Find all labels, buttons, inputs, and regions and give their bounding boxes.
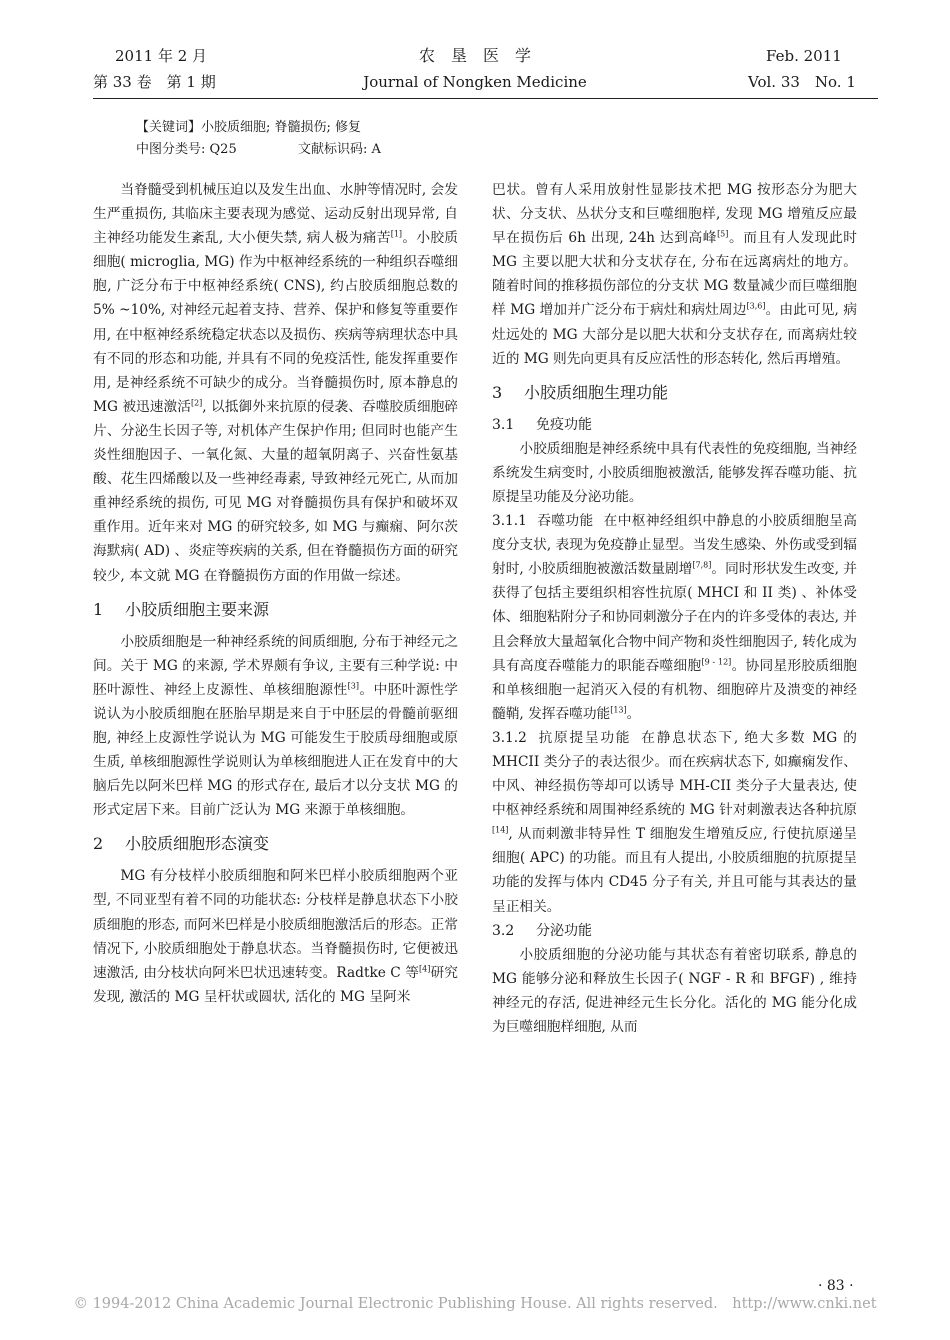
citation: [2] <box>190 398 203 408</box>
right-column <box>492 178 857 1039</box>
clc-number: 中图分类号: Q25 <box>136 142 237 157</box>
subsection-3-1-1-paragraph: 3.1.1 吞噬功能 在中枢神经组织中静息的小胶质细胞呈高度分支状, 表现为免疫静止显型。当发生感染、外伤或受到辐射时, 小胶质细胞被激活数量剧增[7,8]。同时形状发生改变, 并获得了包括主要组织相容性抗原( MHCI 和 II 类) 、补体受体、细胞粘附分子和协同刺激分子在内的许多受体的表达, 并且会释放大量超氧化合物中间产物和炎性细胞因子, 转化成为具有高度吞噬能力的职能吞噬细胞[9 - 12]。协同星形胶质细胞和单核细胞一起消灭入侵的有机物、细胞碎片及溃变的神经髓鞘, 发挥吞噬功能[13]。 <box>492 509 857 726</box>
citation: [1] <box>390 229 403 239</box>
header-journal-en: Journal of Nongken Medicine <box>363 73 587 91</box>
citation: [13] <box>610 705 627 715</box>
header-rule <box>93 98 878 99</box>
header-volume-en: Vol. 33 No. 1 <box>748 73 856 91</box>
page-number: · 83 · <box>818 1278 854 1294</box>
citation: [9 - 12] <box>701 657 732 667</box>
section-2-continuation: 巴状。曾有人采用放射性显影技术把 MG 按形态分为肥大状、分支状、丛状分支和巨噬细胞样, 发现 MG 增殖反应最早在损伤后 6h 出现, 24h 达到高峰[5]。而且有人发现此时 MG 主要以肥大状和分支状存在, 分布在远离病灶的地方。随着时间的推移损伤部位的分支状 MG 数量减少而巨噬细胞样 MG 增加并广泛分布于病灶和病灶周边[3,6]。由此可见, 病灶远处的 MG 大部分是以肥大状和分支状存在, 而离病灶较近的 MG 则先向更具有反应活性的形态转化, 然后再增殖。 <box>492 182 858 367</box>
subsection-heading-3-2: 3.2 分泌功能 <box>492 922 592 939</box>
citation: [4] <box>419 964 431 974</box>
subsection-number: 3.1.2 <box>492 729 527 746</box>
left-column <box>93 178 458 1009</box>
copyright-footer: © 1994-2012 China Academic Journal Electronic Publishing House. All rights reserved. http://www.cnki.net <box>73 1296 877 1312</box>
citation: [3,6] <box>746 301 766 311</box>
subsection-title: 抗原提呈功能 <box>536 729 632 746</box>
section-1-paragraph: 小胶质细胞是一种神经系统的间质细胞, 分布于神经元之间。关于 MG 的来源, 学术界颇有争议, 主要有三种学说: 中胚叶源性、神经上皮源性、单核细胞源性[3]。中胚叶源性学说认为小胶质细胞在胚胎早期是来自于中胚层的骨髓前驱细胞, 神经上皮源性学说认为 MG 可能发生于胶质母细胞或原生质, 单核细胞源性学说则认为单核细胞进人正在发育中的大脑后先以阿米巴样 MG 的形式存在, 最后才以分支状 MG 的形式定居下来。目前广泛认为 MG 来源于单核细胞。 <box>93 633 458 819</box>
subsection-3-1-paragraph: 小胶质细胞是神经系统中具有代表性的免疫细胞, 当神经系统发生病变时, 小胶质细胞被激活, 能够发挥吞噬功能、抗原提呈功能及分泌功能。 <box>492 440 857 505</box>
citation: [5] <box>717 229 729 239</box>
subsection-3-1-2-paragraph: 3.1.2 抗原提呈功能 在静息状态下, 绝大多数 MG 的 MHCII 类分子的表达很少。而在疾病状态下, 如癫痫发作、中风、神经损伤等却可以诱导 MH-CII 类分子大量表达, 使中枢神经系统和周围神经系统的 MG 针对刺激表达各种抗原[14], 从而刺激非特异性 T 细胞发生增殖反应, 行使抗原递呈细胞( APC) 的功能。而且有人提出, 小胶质细胞的抗原提呈功能的发挥与体内 CD45 分子有关, 并且可能与其表达的量呈正相关。 <box>492 726 857 919</box>
section-heading-1: 1 小胶质细胞主要来源 <box>93 599 270 619</box>
citation: [7,8] <box>692 560 712 570</box>
document-code: 文献标识码: A <box>298 142 381 157</box>
header-date-cn: 2011 年 2 月 <box>115 47 208 65</box>
keywords-line: 【关键词】小胶质细胞; 脊髓损伤; 修复 <box>136 120 362 135</box>
header-journal-cn: 农 垦 医 学 <box>418 46 531 65</box>
citation: [14] <box>492 825 509 835</box>
subsection-3-2-paragraph: 小胶质细胞的分泌功能与其状态有着密切联系, 静息的 MG 能够分泌和释放生长因子( NGF - R 和 BFGF) , 维持神经元的存活, 促进神经元生长分化。活化的 MG 能分化成为巨噬细胞样细胞, 从而 <box>492 946 857 1035</box>
intro-paragraph: 当脊髓受到机械压迫以及发生出血、水肿等情况时, 会发生严重损伤, 其临床主要表现为感觉、运动反射出现异常, 自主神经功能发生紊乱, 大小便失禁, 病人极为痛苦[1]。小胶质细胞( microglia, MG) 作为中枢神经系统的一种组织吞噬细胞, 广泛分布于中枢神经系统( CNS), 约占胶质细胞总数的 5% ~10%, 对神经元起着支持、营养、保护和修复等重要作用, 在中枢神经系统稳定状态以及损伤、疾病等病理状态中具有不同的形态和功能, 并具有不同的免疫活性, 能发挥重要作用, 是神经系统不可缺少的成分。当脊髓损伤时, 原本静息的 MG 被迅速激活[2], 以抵御外来抗原的侵袭、吞噬胶质细胞碎片、分泌生长因子等, 对机体产生保护作用; 但同时也能产生炎性细胞因子、一氧化氮、大量的超氧阴离子、兴奋性氨基酸、花生四烯酸以及一些神经毒素, 导致神经元死亡, 从而加重神经系统的损伤, 可见 MG 对脊髓损伤具有保护和破坏双重作用。近年来对 MG 的研究较多, 如 MG 与癫痫、阿尔茨海默病( AD) 、炎症等疾病的关系, 但在脊髓损伤方面的研究较少, 本文就 MG 在脊髓损伤方面的作用做一综述。 <box>93 182 458 584</box>
citation: [3] <box>347 681 359 691</box>
section-heading-2: 2 小胶质细胞形态演变 <box>93 834 270 854</box>
subsection-title: 吞噬功能 <box>536 513 594 530</box>
subsection-number: 3.1.1 <box>492 513 527 530</box>
header-date-en: Feb. 2011 <box>766 47 842 65</box>
section-2-paragraph: MG 有分枝样小胶质细胞和阿米巴样小胶质细胞两个亚型, 不同亚型有着不同的功能状态: 分枝样是静息状态下小胶质细胞的形态, 而阿米巴样是小胶质细胞激活后的形态。正常情况下, 小胶质细胞处于静息状态。当脊髓损伤时, 它便被迅速激活, 由分枝状向阿米巴状迅速转变。Radtke C 等[4]研究发现, 激活的 MG 呈杆状或圆状, 活化的 MG 呈阿米 <box>93 868 458 1005</box>
header-volume-cn: 第 33 卷 第 1 期 <box>93 73 216 91</box>
section-heading-3: 3 小胶质细胞生理功能 <box>492 382 669 402</box>
subsection-heading-3-1: 3.1 免疫功能 <box>492 416 592 433</box>
